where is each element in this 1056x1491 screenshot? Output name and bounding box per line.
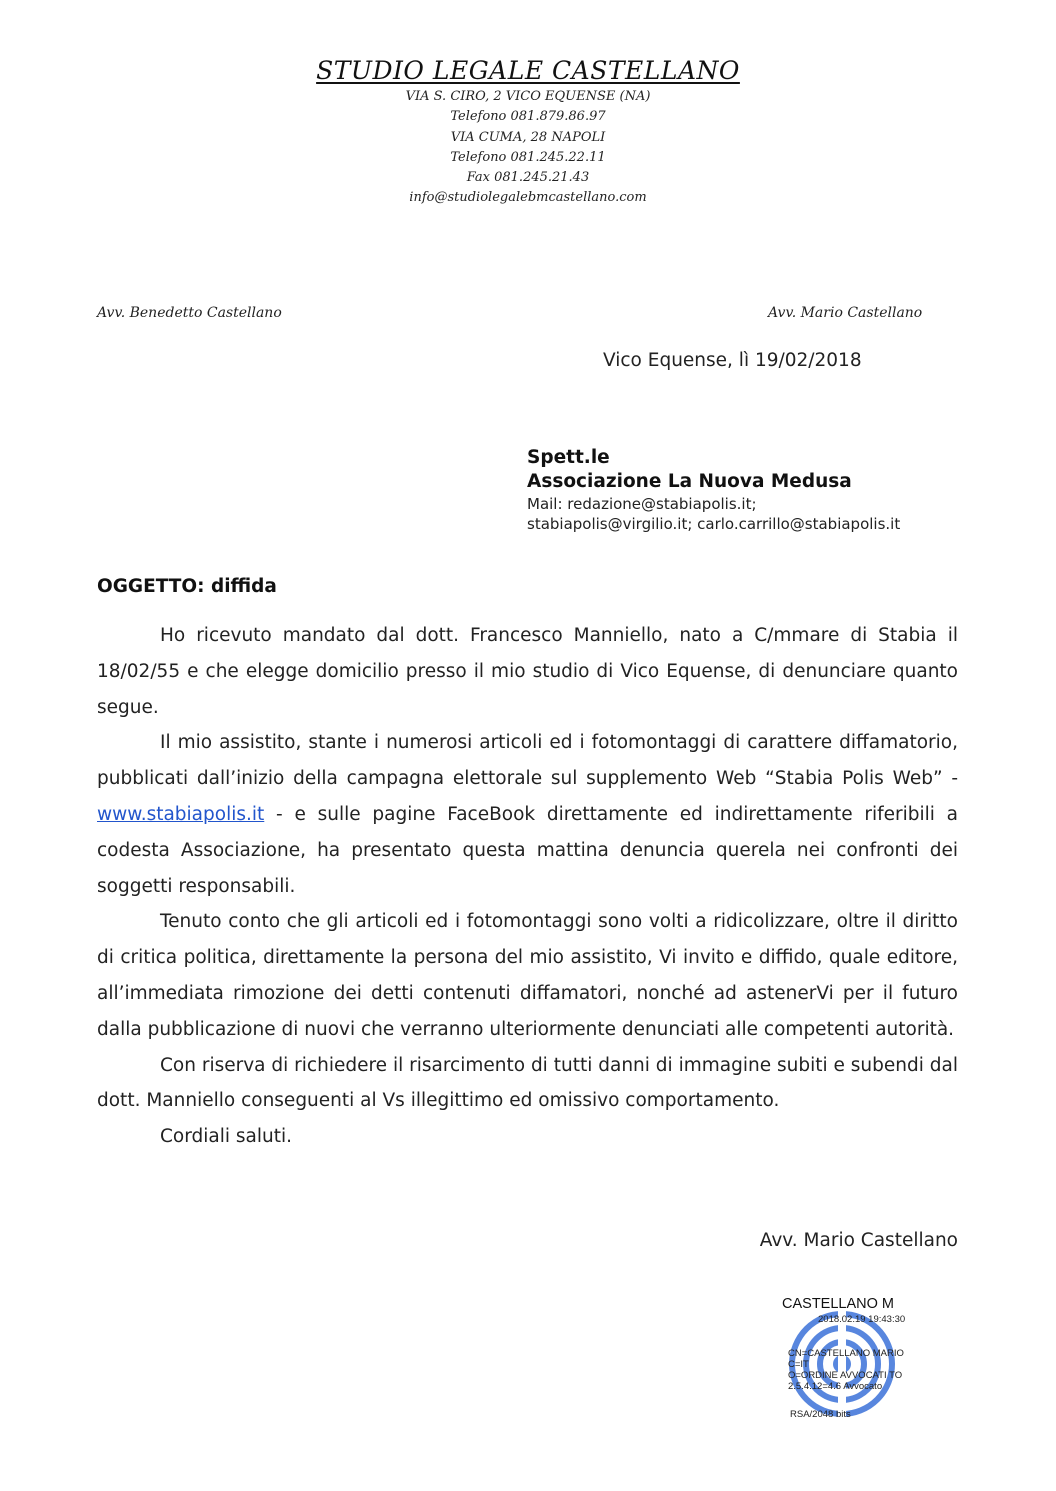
signature-org: O=ORDINE AVVOCATI TO bbox=[788, 1370, 903, 1381]
signature-timestamp: 2018.02.19 19:43:30 bbox=[818, 1314, 906, 1325]
firm-fax: Fax 081.245.21.43 bbox=[466, 170, 590, 186]
firm-email: info@studiolegalebmcastellano.com bbox=[409, 190, 647, 206]
paragraph-2-text-b: - e sulle pagine FaceBook direttamente ed indirettamente riferibili a codesta Associazione, ha presentato questa mattina denuncia querela nei confronti dei soggetti responsabili. bbox=[97, 803, 958, 897]
recipient-mail-1: Mail: redazione@stabiapolis.it; bbox=[527, 495, 757, 513]
letter-body bbox=[97, 618, 958, 1155]
signature-cn: CN=CASTELLANO MARIO bbox=[788, 1348, 904, 1359]
paragraph-1: Ho ricevuto mandato dal dott. Francesco Manniello, nato a C/mmare di Stabia il 18/02/55 e che elegge domicilio presso il mio studio di Vico Equense, di denunciare quanto segue. bbox=[97, 625, 958, 718]
stabiapolis-link[interactable]: www.stabiapolis.it bbox=[97, 803, 265, 825]
letter-date: Vico Equense, lì 19/02/2018 bbox=[603, 350, 862, 371]
recipient-mail-2: stabiapolis@virgilio.it; carlo.carrillo@stabiapolis.it bbox=[527, 515, 901, 533]
firm-address-1: VIA S. CIRO, 2 VICO EQUENSE (NA) bbox=[405, 89, 651, 104]
recipient-salutation: Spett.le bbox=[527, 447, 610, 468]
signature-name: CASTELLANO M bbox=[782, 1296, 894, 1312]
firm-name: STUDIO LEGALE CASTELLANO bbox=[316, 56, 740, 85]
signature-role: 2.5.4.12=4.6 Avvocato bbox=[788, 1381, 883, 1392]
signature-country: C=IT bbox=[788, 1359, 809, 1370]
letterhead bbox=[0, 56, 1056, 209]
lawyer-left: Avv. Benedetto Castellano bbox=[97, 305, 282, 321]
lawyer-right: Avv. Mario Castellano bbox=[768, 305, 923, 321]
firm-phone-1: Telefono 081.879.86.97 bbox=[450, 109, 606, 125]
recipient-block bbox=[527, 446, 900, 534]
closing: Cordiali saluti. bbox=[160, 1126, 293, 1148]
paragraph-3: Tenuto conto che gli articoli ed i fotomontaggi sono volti a ridicolizzare, oltre il diritto di critica politica, direttamente la persona del mio assistito, Vi invito e diffido, quale editore, all’immediata rimozione dei detti contenuti diffamatori, nonché ad astenerVi per il futuro dalla pubblicazione di nuovi che verranno ulteriormente denunciati alle competenti autorità. bbox=[97, 911, 958, 1040]
firm-address-2: VIA CUMA, 28 NAPOLI bbox=[450, 129, 606, 145]
digital-signature bbox=[770, 1294, 930, 1434]
paragraph-2-text-a: Il mio assistito, stante i numerosi articoli ed i fotomontaggi di carattere diffamatorio, pubblicati dall’inizio della campagna elettorale sul supplemento Web “Stabia Polis Web” - bbox=[97, 732, 958, 790]
signature-key: RSA/2048 bits bbox=[790, 1409, 851, 1420]
firm-phone-2: Telefono 081.245.22.11 bbox=[450, 149, 606, 165]
paragraph-2 bbox=[97, 725, 958, 904]
paragraph-4: Con riserva di richiedere il risarcimento di tutti danni di immagine subiti e subendi dal dott. Manniello conseguenti al Vs illegittimo ed omissivo comportamento. bbox=[97, 1054, 958, 1112]
subject-line: OGGETTO: diffida bbox=[97, 576, 277, 597]
recipient-name: Associazione La Nuova Medusa bbox=[527, 471, 852, 492]
signer-name: Avv. Mario Castellano bbox=[759, 1230, 958, 1251]
